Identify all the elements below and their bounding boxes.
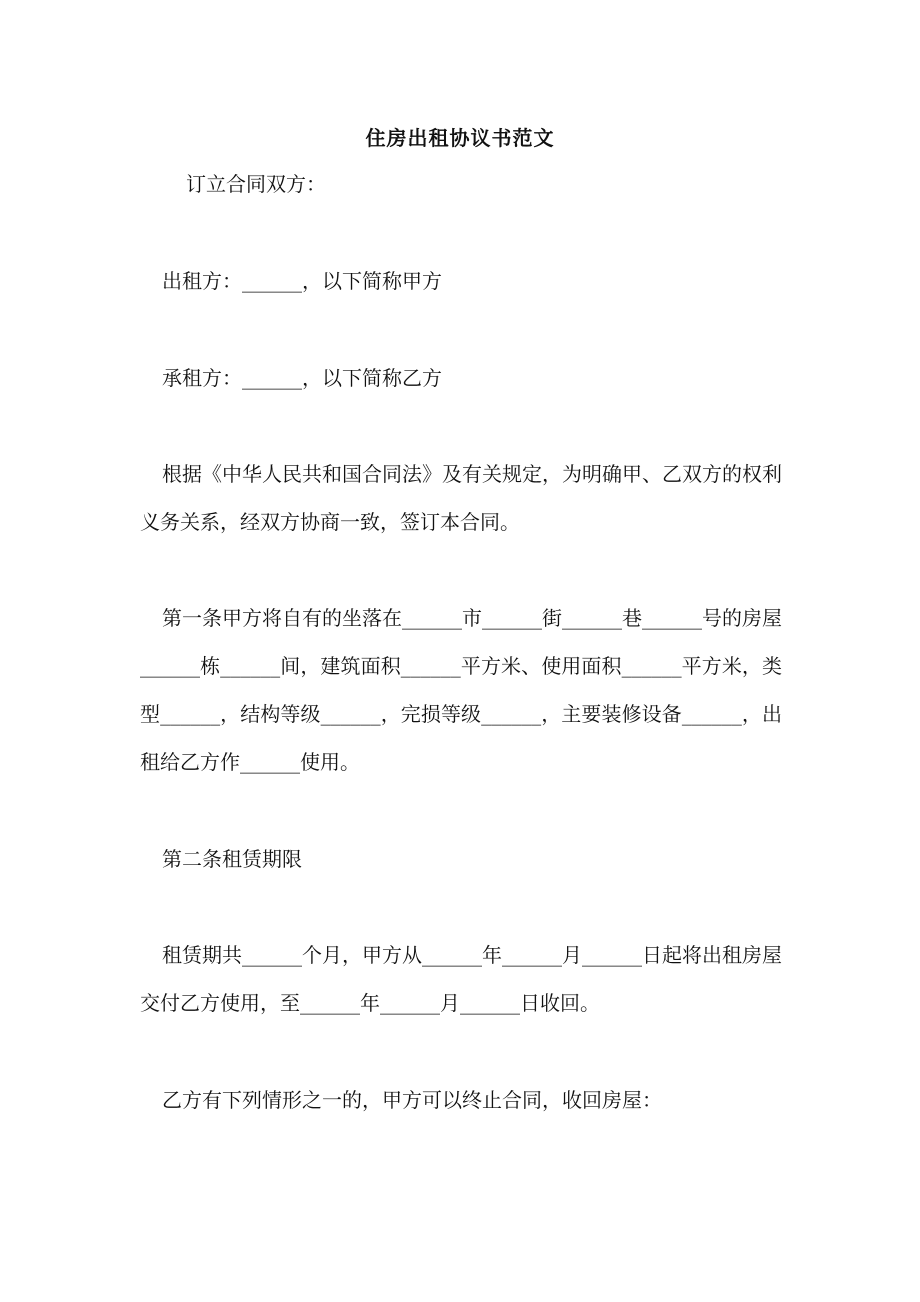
paragraph-article-2-heading: 第二条租赁期限 xyxy=(162,847,302,871)
paragraph-preamble: 根据《中华人民共和国合同法》及有关规定，为明确甲、乙双方的权利义务关系，经双方协商一致，签订本合同。 xyxy=(140,462,782,534)
paragraph-lessee: 承租方：______，以下简称乙方 xyxy=(162,366,442,390)
paragraph-termination: 乙方有下列情形之一的，甲方可以终止合同，收回房屋： xyxy=(162,1088,662,1112)
paragraph-lease-term: 租赁期共______个月，甲方从______年______月______日起将出租房屋交付乙方使用，至______年______月______日收回。 xyxy=(140,943,782,1015)
paragraph-parties-heading: 订立合同双方： xyxy=(186,172,326,196)
paragraph-article-1: 第一条甲方将自有的坐落在______市______街______巷______号的房屋______栋______间，建筑面积______平方米、使用面积______平方米，类型______，结构等级______，完损等级______，主要装修设备______，出租给乙方作______使用。 xyxy=(140,606,782,774)
paragraph-lessor: 出租方：______，以下简称甲方 xyxy=(162,269,442,293)
document-title: 住房出租协议书范文 xyxy=(365,126,555,150)
